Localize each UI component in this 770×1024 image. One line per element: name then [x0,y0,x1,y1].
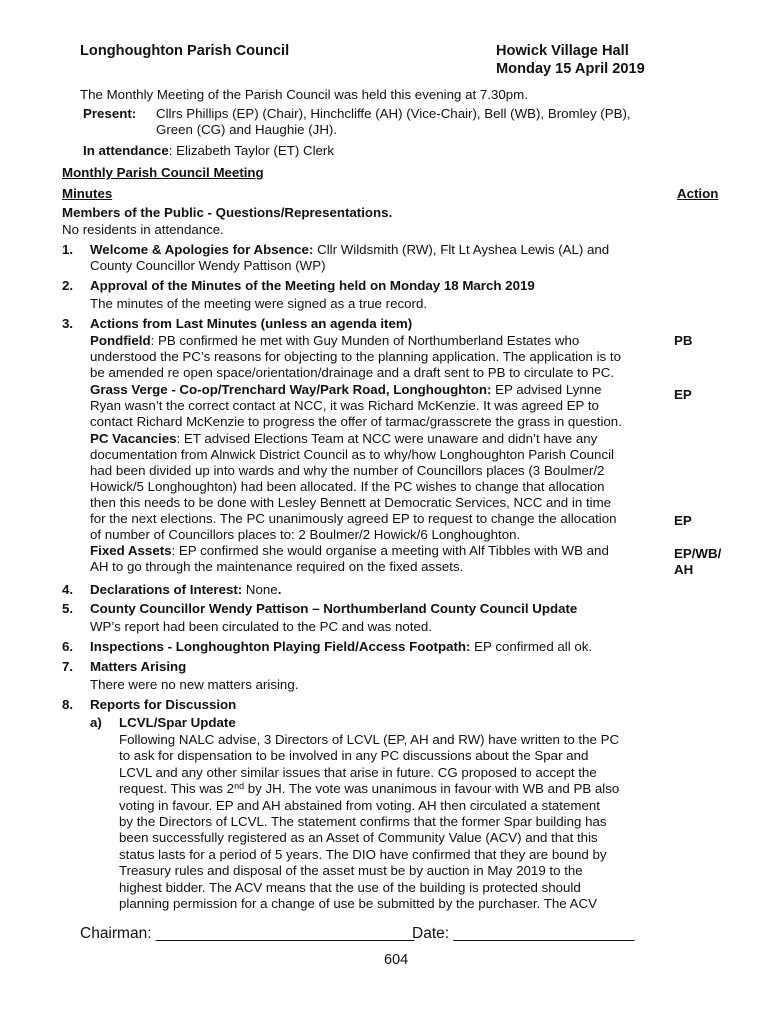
grass-verge-line-3: contact Richard McKenzie to progress the offer of tarmac/grasscrete the grass in question. [90,414,622,429]
fixed-assets-action-2: AH [674,562,694,577]
item-8a-line-11: planning permission for a change of use be submitted by the purchaser. The ACV [119,896,597,912]
action-label: Action [677,186,719,201]
vacancies-line-4: Howick/5 Longhoughton) had been allocated. If the PC wishes to change that allocation [90,479,605,494]
item-6-title: Inspections - Longhoughton Playing Field/Access Footpath: [90,639,471,654]
grass-verge-text: EP advised Lynne [491,382,602,397]
item-4-title: Declarations of Interest: [90,582,243,597]
minutes-label: Minutes [62,186,113,201]
pondfield-line-1 [90,333,660,349]
item-4-dot: . [277,582,282,597]
item-5-number: 5. [62,601,74,616]
item-5-title: County Councillor Wendy Pattison – Northumberland County Council Update [90,601,578,616]
item-7-text: There were no new matters arising. [90,677,299,692]
item-8-number: 8. [62,697,74,712]
item-1-title: Welcome & Apologies for Absence: [90,242,314,257]
pondfield-line-3: be amended re open space/orientation/drainage and a draft sent to PB to circulate to PC. [90,365,615,380]
item-8a-line-4 [119,781,664,797]
item-8a-superscript: nd [234,781,245,792]
fixed-assets-line-2: AH to go through the maintenance required on the fixed assets. [90,559,464,574]
pondfield-label: Pondfield [90,333,151,348]
vacancies-label: PC Vacancies [90,431,177,446]
present-line-2: Green (CG) and Haughie (JH). [156,122,338,137]
attendance-label: In attendance [83,143,169,158]
date-signature-line: Date: _____________________ [412,925,635,942]
item-8a-body [119,732,664,912]
grass-verge-label: Grass Verge - Co-op/Trenchard Way/Park Road, Longhoughton: [90,382,492,397]
pondfield-action: PB [674,333,693,348]
attendance-text: : Elizabeth Taylor (ET) Clerk [168,143,334,158]
meeting-title: Monthly Parish Council Meeting [62,165,264,180]
grass-verge-line-2: Ryan wasn’t the correct contact at NCC, it was Richard McKenzie. It was agreed EP to [90,398,599,413]
present-label: Present: [83,106,137,121]
item-8a-line-5: voting in favour. EP and AH abstained from voting. AH then circulated a statement [119,797,600,813]
item-3-title: Actions from Last Minutes (unless an agenda item) [90,316,413,331]
item-8a-line-1: Following NALC advise, 3 Directors of LCVL (EP, AH and RW) have written to the PC [119,732,620,747]
item-8a-line-4-pre: request. This was 2 [119,781,235,797]
vacancies-line-1 [90,431,660,447]
pondfield-line-2: understood the PC’s reasons for objecting to the planning application. The application is to [90,349,621,364]
vacancies-text: : ET advised Elections Team at NCC were unaware and didn’t have any [176,431,598,446]
vacancies-line-6: for the next elections. The PC unanimously agreed EP to request to change the allocation [90,511,617,526]
meeting-venue: Howick Village Hall [496,43,629,59]
public-heading: Members of the Public - Questions/Representations. [62,205,393,220]
item-8-title: Reports for Discussion [90,697,237,712]
grass-verge-line-1 [90,382,660,398]
fixed-assets-action-1: EP/WB/ [674,546,722,561]
fixed-assets-label: Fixed Assets [90,543,172,558]
item-4-text: None [242,582,278,597]
item-3-number: 3. [62,316,74,331]
item-5-text: WP’s report had been circulated to the PC and was noted. [90,619,432,634]
grass-verge-action: EP [674,387,692,402]
vacancies-line-2: documentation from Alnwick District Council as to why/how Longhoughton Parish Council [90,447,615,462]
vacancies-line-5: then this needs to be done with Lesley Bennett at Democratic Services, NCC and in time [90,495,612,510]
item-4-number: 4. [62,582,74,597]
item-4-line [90,582,660,598]
item-8a-letter: a) [90,715,102,730]
present-line-1: Cllrs Phillips (EP) (Chair), Hinchcliffe (AH) (Vice-Chair), Bell (WB), Bromley (PB), [156,106,631,121]
item-6-text: EP confirmed all ok. [470,639,593,654]
vacancies-action: EP [674,513,692,528]
item-1-text: Cllr Wildsmith (RW), Flt Lt Ayshea Lewis (AL) and [313,242,610,257]
item-8a-line-3: LCVL and any other similar issues that arise in future. CG proposed to accept the [119,764,597,780]
meeting-date: Monday 15 April 2019 [496,61,645,77]
item-2-number: 2. [62,278,74,293]
item-7-number: 7. [62,659,74,674]
item-1-number: 1. [62,242,74,257]
council-name: Longhoughton Parish Council [80,43,290,59]
item-2-text: The minutes of the meeting were signed as a true record. [90,296,428,311]
item-1-line-2: County Councillor Wendy Pattison (WP) [90,258,326,273]
page-number: 604 [384,952,409,968]
vacancies-line-7: of number of Councillors places to: 2 Boulmer/2 Howick/6 Longhoughton. [90,527,521,542]
item-1-line-1 [90,242,660,258]
item-8a-line-7: been successfully registered as an Asset of Community Value (ACV) and that this [119,830,598,846]
item-8a-line-8: status lasts for a period of 5 years. The DIO have confirmed that they are bound by [119,846,607,862]
attendance [83,143,334,159]
item-2-title: Approval of the Minutes of the Meeting held on Monday 18 March 2019 [90,278,535,293]
fixed-assets-text: : EP confirmed she would organise a meeting with Alf Tibbles with WB and [171,543,609,558]
public-text: No residents in attendance. [62,222,224,237]
pondfield-text: : PB confirmed he met with Guy Munden of Northumberland Estates who [150,333,580,348]
chairman-signature-line: Chairman: ______________________________ [80,925,415,942]
item-7-title: Matters Arising [90,659,187,674]
item-8a-line-9: Treasury rules and disposal of the asset must be by auction in May 2019 to the [119,863,583,879]
item-8a-line-4-post: by JH. The vote was unanimous in favour with WB and PB also [244,781,620,797]
item-6-number: 6. [62,639,74,654]
meeting-statement: The Monthly Meeting of the Parish Council was held this evening at 7.30pm. [80,87,528,102]
item-8a-line-2: to ask for dispensation to be involved in any PC discussions about the Spar and [119,748,589,764]
fixed-assets-line-1 [90,543,660,559]
item-8a-title: LCVL/Spar Update [119,715,236,730]
item-8a-line-6: by the Directors of LCVL. The statement confirms that the former Spar building has [119,814,607,830]
vacancies-line-3: had been divided up into wards and why the number of Councillors places (3 Boulmer/2 [90,463,605,478]
item-8a-line-10: highest bidder. The ACV means that the use of the building is protected should [119,879,581,895]
item-6-line [90,639,660,655]
